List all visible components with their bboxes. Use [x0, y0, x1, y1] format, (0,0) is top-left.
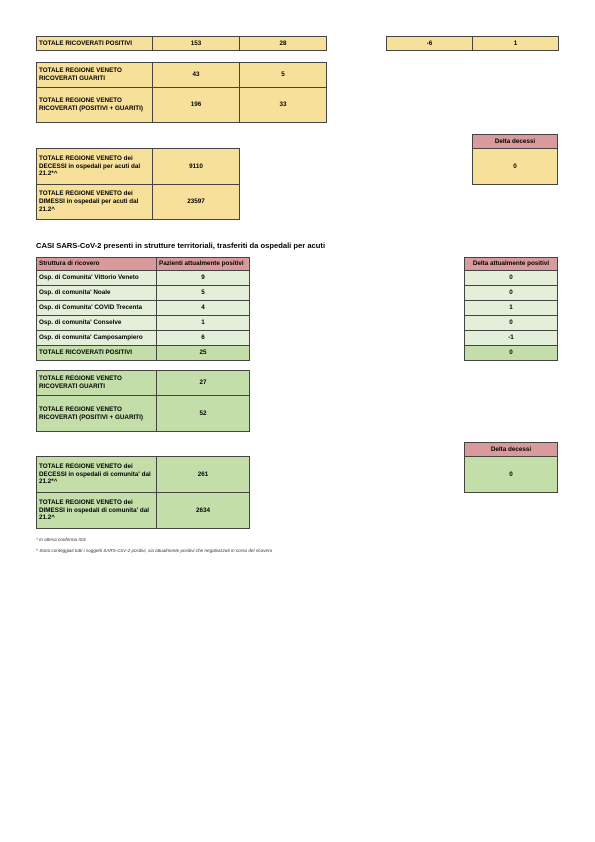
territorial-header-structure: Struttura di ricovero — [37, 258, 157, 271]
acute-deaths-label: TOTALE REGIONE VENETO dei DECESSI in ospedali per acuti dal 21.2*^ — [37, 149, 153, 185]
community-total-label: TOTALE REGIONE VENETO RICOVERATI (POSITIVI + GUARITI) — [37, 396, 157, 432]
community-deaths-value: 261 — [157, 457, 250, 493]
table-row-name: Osp. di comunita' Noale — [37, 286, 157, 301]
community-delta-deaths-header: Delta decessi — [465, 443, 558, 457]
acute-total-value-1: 196 — [153, 88, 240, 123]
territorial-header-patients: Pazienti attualmente positivi — [157, 258, 250, 271]
territorial-delta-table — [464, 257, 558, 361]
community-delta-deaths-table — [464, 442, 558, 493]
acute-delta-deaths-value: 0 — [473, 149, 558, 185]
top-total-table — [36, 36, 327, 51]
acute-recovered-value-1: 43 — [153, 63, 240, 88]
table-row-value: 9 — [157, 271, 250, 286]
community-delta-deaths-value: 0 — [465, 457, 558, 493]
total-positive-delta-2: 1 — [473, 37, 559, 51]
total-positive-label: TOTALE RICOVERATI POSITIVI — [37, 37, 153, 51]
total-positive-delta-1: -6 — [387, 37, 473, 51]
community-deaths-table — [36, 456, 250, 529]
footnote-iss: * In attesa conferma ISS — [36, 537, 86, 542]
footnote-counting: ^ Sono conteggiati tutti i soggetti SARS-CoV-2 positivi, sia attualmente positivi che negativizzati in corso del ricovero — [36, 548, 273, 553]
acute-discharged-label: TOTALE REGIONE VENETO dei DIMESSI in ospedali per acuti dal 21.2^ — [37, 185, 153, 220]
acute-recovered-value-2: 5 — [240, 63, 327, 88]
community-recovered-label: TOTALE REGIONE VENETO RICOVERATI GUARITI — [37, 371, 157, 396]
community-discharged-label: TOTALE REGIONE VENETO dei DIMESSI in ospedali di comunita' dal 21.2^ — [37, 493, 157, 529]
community-total-value: 52 — [157, 396, 250, 432]
total-positive-value-2: 28 — [240, 37, 327, 51]
delta-row-value: 0 — [465, 316, 558, 331]
acute-total-label: TOTALE REGIONE VENETO RICOVERATI (POSITIVI + GUARITI) — [37, 88, 153, 123]
territorial-table — [36, 257, 250, 361]
acute-deaths-value: 9110 — [153, 149, 240, 185]
delta-row-value: -1 — [465, 331, 558, 346]
table-row-name: Osp. di Comunita' Vittorio Veneto — [37, 271, 157, 286]
acute-delta-deaths-table — [472, 134, 558, 185]
acute-discharged-value: 23597 — [153, 185, 240, 220]
table-row-name: Osp. di Comunita' COVID Trecenta — [37, 301, 157, 316]
table-row-value: 1 — [157, 316, 250, 331]
territorial-total-value: 25 — [157, 346, 250, 361]
delta-row-value: 1 — [465, 301, 558, 316]
community-summary-table — [36, 370, 250, 432]
territorial-delta-total: 0 — [465, 346, 558, 361]
acute-total-value-2: 33 — [240, 88, 327, 123]
total-positive-value-1: 153 — [153, 37, 240, 51]
top-delta-table — [386, 36, 559, 51]
acute-summary-table — [36, 62, 327, 123]
delta-row-value: 0 — [465, 286, 558, 301]
table-row-value: 5 — [157, 286, 250, 301]
table-row-name: Osp. di comunita' Camposampiero — [37, 331, 157, 346]
table-row-value: 4 — [157, 301, 250, 316]
community-discharged-value: 2634 — [157, 493, 250, 529]
table-row-value: 6 — [157, 331, 250, 346]
acute-recovered-label: TOTALE REGIONE VENETO RICOVERATI GUARITI — [37, 63, 153, 88]
territorial-delta-header: Delta attualmente positivi — [465, 258, 558, 271]
territorial-total-label: TOTALE RICOVERATI POSITIVI — [37, 346, 157, 361]
acute-delta-deaths-header: Delta decessi — [473, 135, 558, 149]
territorial-section-title: CASI SARS-CoV-2 presenti in strutture territoriali, trasferiti da ospedali per acuti — [36, 241, 326, 250]
table-row-name: Osp. di comunita' Conselve — [37, 316, 157, 331]
delta-row-value: 0 — [465, 271, 558, 286]
community-deaths-label: TOTALE REGIONE VENETO dei DECESSI in ospedali di comunita' dal 21.2*^ — [37, 457, 157, 493]
community-recovered-value: 27 — [157, 371, 250, 396]
acute-deaths-table — [36, 148, 240, 220]
